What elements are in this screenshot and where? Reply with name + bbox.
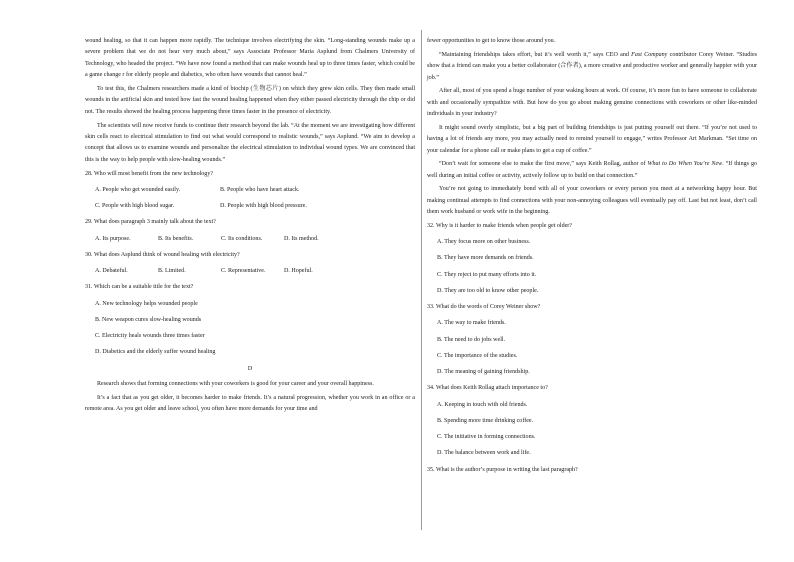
option-28-d: D. People with high blood pressure. xyxy=(220,203,307,210)
option-34-d: D. The balance between work and life. xyxy=(437,450,531,457)
option-28-a: A. People who get wounded easily. xyxy=(95,186,181,193)
column-divider xyxy=(421,30,422,530)
option-34-a: A. Keeping in touch with old friends. xyxy=(437,401,528,408)
option-29-b: B. Its benefits. xyxy=(158,235,194,242)
option-34-b: B. Spending more time drinking coffee. xyxy=(437,417,534,424)
option-28-c: C. People with high blood sugar. xyxy=(95,203,175,210)
question-28: 28. Who will most benefit from the new technology? xyxy=(85,170,214,177)
text-segment: “Don’t wait for someone else to make the first move,” says Keith Rollag, author of xyxy=(439,161,648,168)
passage-d-paragraph: It’s a fact that as you get older, it becomes harder to make friends. It’s a natural progression, whether you work in an office or a remote area. As you get older and leave school, you often have more demands for your time and xyxy=(85,394,415,413)
option-30-a: A. Debateful. xyxy=(95,268,128,275)
question-33: 33. What do the words of Corey Weiner show? xyxy=(427,304,541,311)
option-28-b: B. People who have heart attack. xyxy=(220,186,300,193)
question-28-options-row xyxy=(95,201,415,212)
question-29: 29. What does paragraph 3 mainly talk about the text? xyxy=(85,219,216,226)
passage-d-paragraph xyxy=(427,50,757,84)
question-30: 30. What does Asplund think of wound healing with electricity? xyxy=(85,251,240,258)
question-35: 35. What is the author’s purpose in writing the last paragraph? xyxy=(427,466,578,473)
text-segment: contributor Corey Weiner. “Studies show that a friend can make you a better collaborator (合作者), a more creative and productive worker and generally happier with your job.” xyxy=(427,51,757,81)
option-32-c: C. They reject to put many efforts into it. xyxy=(437,271,537,278)
question-32: 32. Why is it harder to make friends when people get older? xyxy=(427,222,572,229)
passage-d-paragraph: It might sound overly simplistic, but a big part of building friendships is just putting yourself out there. “If you’re not used to having a lot of friends any more, you may actually need to remind yourself to engage,” writes Professor Art Markman. “Set time on your calendar for a phone call or make plans to get a cup of coffee.” xyxy=(427,124,757,154)
question-30-options-row xyxy=(95,266,415,277)
passage-d-paragraph: After all, most of you spend a huge number of your waking hours at work. Of course, it’s more fun to have someone to collaborate with and occasionally sympathize with. But how do you go about making genuine connections with coworkers or other like-minded individuals in your industry? xyxy=(427,88,757,118)
text-segment: “Maintaining friendships takes effort, but it’s well worth it,” says CEO and xyxy=(439,51,632,58)
option-31-b: B. New weapon cures slow-healing wounds xyxy=(95,316,202,323)
question-34: 34. What does Keith Rollag attach importance to? xyxy=(427,385,548,392)
left-column xyxy=(85,36,415,418)
option-30-d: D. Hopeful. xyxy=(284,268,313,275)
question-31: 31. Which can be a suitable title for the text? xyxy=(85,284,194,291)
option-30-b: B. Limited. xyxy=(158,268,186,275)
option-31-d: D. Diabetics and the elderly suffer wound healing xyxy=(95,349,216,356)
option-29-d: D. Its method. xyxy=(284,235,319,242)
option-32-d: D. They are too old to know other people. xyxy=(437,287,539,294)
passage-d-paragraph: Research shows that forming connections with your coworkers is good for your career and your overall happiness. xyxy=(97,381,374,387)
option-31-c: C. Electricity heals wounds three times faster xyxy=(95,333,205,340)
option-33-d: D. The meaning of gaining friendship. xyxy=(437,369,530,376)
passage-d-paragraph: fewer opportunities to get to know those around you. xyxy=(427,38,556,44)
book-title: What to Do When You’re New xyxy=(647,161,723,168)
option-29-c: C. Its conditions. xyxy=(221,235,263,242)
passage-d-paragraph: You’re not going to immediately bond with all of your coworkers or every person you meet at a networking happy hour. But making continual attempts to find connections with your non-annoying colleagues will eventually pay off. Last but not least, don’t call them work husband or work wife in the beginning. xyxy=(427,186,757,216)
option-33-b: B. The need to do jobs well. xyxy=(437,336,506,343)
passage-c-paragraph: wound healing, so that it can happen more rapidly. The technique involves electrifying the skin. “Long-standing wounds make up a severe problem that we do not hear very much about,” says Associate Professor Maria Asplund from Chalmers University of Technology, who headed the project. “We have now found a method that can make wounds heal up to three times faster, which could be a game change r for elderly people and diabetics, who often have wounds that cannot heal.” xyxy=(85,38,415,79)
option-33-a: A. The way to make friends. xyxy=(437,320,506,327)
passage-c-paragraph: The scientists will now receive funds to continue their research beyond the lab. “At the moment we are investigating how different skin cells react to electrical stimulation to find out what would correspond to realistic wounds,” says Asplund. “We aim to develop a concept that allows us to examine wounds and personalize the electrical stimulation to individual wound types. We are convinced that this is the way to help people with slow-healing wounds.” xyxy=(85,122,415,163)
publication-title: Fast Company xyxy=(631,51,668,58)
passage-d-paragraph xyxy=(427,159,757,182)
option-29-a: A. Its purpose. xyxy=(95,235,131,242)
question-28-options-row xyxy=(95,185,415,196)
section-heading-d: D xyxy=(247,365,253,372)
option-31-a: A. New technology helps wounded people xyxy=(95,300,198,307)
option-34-c: C. The initiative in forming connections. xyxy=(437,434,536,441)
option-33-c: C. The importance of the studies. xyxy=(437,352,518,359)
option-30-c: C. Representative. xyxy=(221,268,266,275)
right-column xyxy=(427,36,757,481)
question-29-options-row xyxy=(95,234,415,245)
option-32-a: A. They focus more on other business. xyxy=(437,239,531,246)
option-32-b: B. They have more demands on friends. xyxy=(437,255,534,262)
passage-c-paragraph: To test this, the Chalmers researchers made a kind of biochip (生物芯片) on which they grew skin cells. They then made small wounds in the artificial skin and tested how fast the wound healing happened when they either passed electricity through the chip or did not. The results showed the healing process happening three times faster in the presence of electricity. xyxy=(85,86,415,115)
text-segment: . “If things go well during an initial coffee or activity, actively follow up to build on that connection.” xyxy=(427,161,757,179)
